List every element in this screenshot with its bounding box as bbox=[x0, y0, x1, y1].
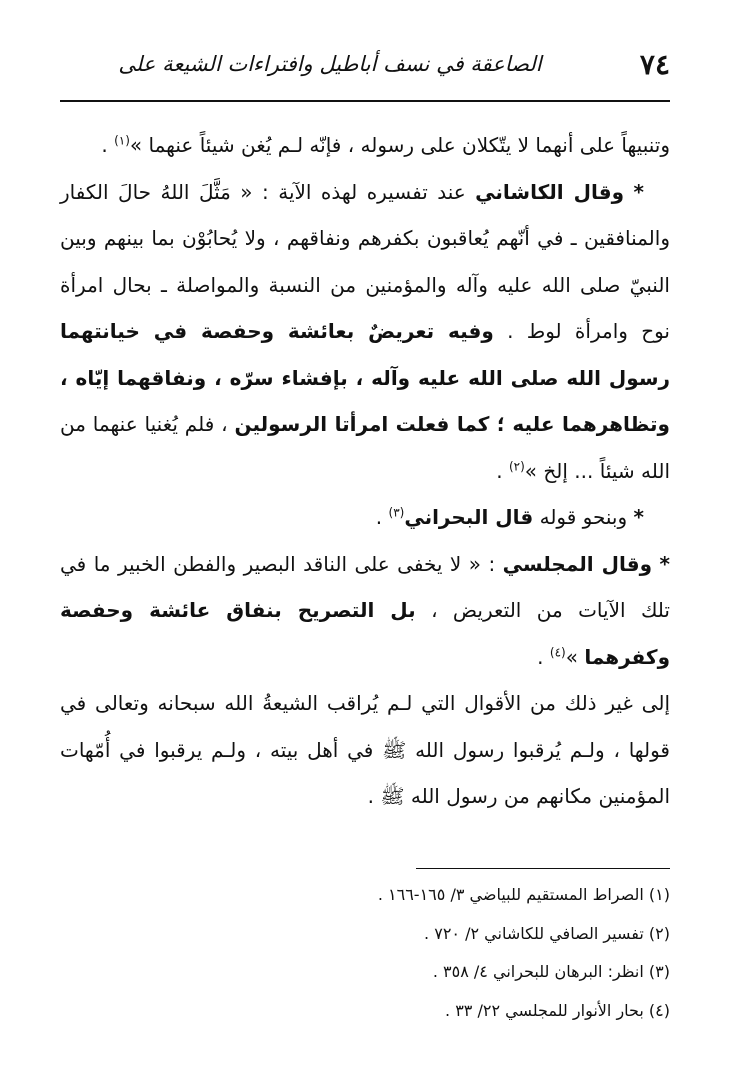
bold-emphasis: وفيه تعريضٌ بعائشة وحفصة في خيانتهما رسول الله صلى الله عليه وآله ، بإفشاء سرّه ، ونفاقهما إيّاه ، وتظاهرهما عليه ؛ كما فعلت امرأتا الرسولين bbox=[60, 319, 670, 436]
paragraph-end: . bbox=[101, 133, 115, 157]
paragraph-text: وبنحو قوله bbox=[533, 505, 634, 529]
paragraph-end: . bbox=[496, 458, 509, 483]
paragraph-text: : « لا يخفى على الناقد البصير والفطن الخبير ما في تلك الآيات من التعريض ، bbox=[60, 551, 670, 622]
footnote-ref-1[interactable]: (١) bbox=[114, 133, 130, 148]
footnotes bbox=[60, 876, 670, 1030]
paragraph-1 bbox=[60, 122, 670, 169]
bold-lead: وقال الكاشاني bbox=[475, 179, 625, 204]
paragraph-text: » bbox=[565, 644, 585, 669]
paragraph-2 bbox=[60, 169, 670, 495]
main-text bbox=[60, 122, 670, 820]
header-divider bbox=[60, 100, 670, 102]
footnote-4: (٤) بحار الأنوار للمجلسي ٢٢/ ٣٣ . bbox=[445, 1000, 670, 1020]
paragraph-text: وتنبيهاً على أنهما لا يتّكلان على رسوله ، فإنّه لـم يُغن شيئاً عنهما » bbox=[129, 133, 670, 157]
paragraph-text: ، فلم يُغنيا عنهما من الله شيئاً ... إلخ » bbox=[60, 412, 670, 483]
paragraph-4 bbox=[60, 541, 670, 681]
footnote-ref-3[interactable]: (٣) bbox=[388, 505, 405, 520]
footnote-3: (٣) انظر: البرهان للبحراني ٤/ ٣٥٨ . bbox=[432, 962, 670, 981]
bold-lead: وقال المجلسي bbox=[502, 551, 653, 576]
bold-emphasis: قال البحراني bbox=[404, 505, 534, 529]
paragraph-5 bbox=[60, 680, 670, 820]
footnote-1: (١) الصراط المستقيم للبياضي ٣/ ١٦٥-١٦٦ . bbox=[377, 885, 670, 904]
page-header bbox=[60, 42, 670, 98]
paragraph-text: عند تفسيره لهذه الآية : « مَثَّلَ اللهُ حالَ الكفار والمنافقين ـ في أنّهم يُعاقبون بكفرهم ونفاقهم ، ولا يُحابُوْن بما بينهم وبين النبيّ صلى الله عليه وآله والمؤمنين من النسبة والمواصلة ـ بحال امرأة نوح وامرأة لوط . bbox=[60, 179, 670, 343]
bold-emphasis: بل التصريح بنفاق عائشة وحفصة وكفرهما bbox=[60, 598, 670, 669]
star-bullet: * bbox=[633, 505, 644, 529]
star-bullet: * bbox=[659, 551, 671, 576]
footnote-ref-4[interactable]: (٤) bbox=[549, 644, 566, 659]
page-number: ٧٤ bbox=[639, 48, 670, 81]
paragraph-end: . bbox=[537, 644, 550, 669]
star-bullet: * bbox=[633, 179, 644, 204]
footnote-ref-2[interactable]: (٢) bbox=[508, 458, 525, 473]
running-title: الصاعقة في نسف أباطيل وافتراءات الشيعة على bbox=[118, 52, 542, 76]
paragraph-end: . bbox=[375, 505, 389, 529]
footnote-divider bbox=[416, 868, 670, 869]
footnote-2: (٢) تفسير الصافي للكاشاني ٢/ ٧٢٠ . bbox=[424, 923, 670, 943]
paragraph-3 bbox=[60, 494, 670, 541]
paragraph-text: إلى غير ذلك من الأقوال التي لـم يُراقب الشيعةُ الله سبحانه وتعالى في قولها ، ولـم يُرقبوا رسول الله ﷺ في أهل بيته ، ولـم يرقبوا في أُمّهات المؤمنين مكانهم من رسول الله ﷺ . bbox=[60, 691, 670, 808]
